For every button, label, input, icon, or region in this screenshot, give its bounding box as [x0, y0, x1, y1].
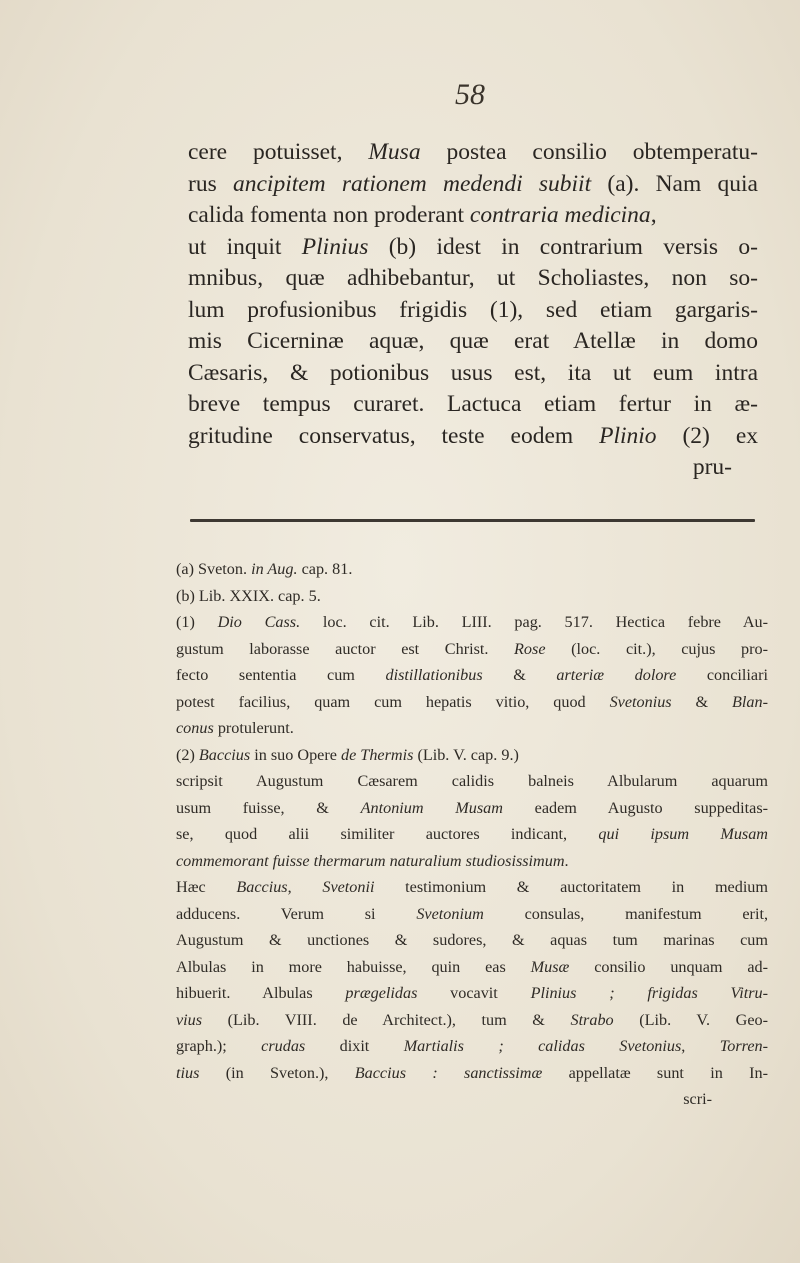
body-text: , [650, 202, 657, 228]
footnote-italic-text: commemorant fuisse thermarum naturalium studiosissimum [176, 851, 565, 870]
footnote-text: gustum laborasse auctor est Christ. [176, 639, 515, 658]
footnote-text: (Lib. V. Geo- [613, 1010, 768, 1029]
footnote-italic-text: Strabo [570, 1010, 614, 1029]
body-text: (a). Nam quia [591, 170, 758, 197]
main-catchword: pru- [692, 454, 732, 480]
footnote-text: potest facilius, quam cum hepatis vitio, quod [176, 692, 610, 711]
footnote-line [176, 954, 768, 981]
body-text: gritudine conservatus, teste eodem [188, 422, 600, 449]
footnote-text: fecto sententia cum [176, 666, 386, 684]
footnote-line [176, 742, 768, 769]
footnote-italic-text: Antonium Musam [360, 798, 503, 817]
body-italic-text: Musa [368, 139, 421, 165]
footnote-text: se, quod alii similiter auctores indicant, [176, 825, 599, 843]
body-text: rus [188, 170, 233, 197]
footnote-text: (2) [176, 745, 199, 764]
footnote-text: hibuerit. Albulas [176, 984, 346, 1002]
footnote-italic-text: arteriæ dolore [556, 666, 677, 684]
footnotes-block [176, 556, 768, 1113]
footnote-text: protulerunt. [213, 719, 294, 737]
footnote-line [176, 1060, 768, 1087]
footnote-line [176, 583, 768, 610]
footnote-text: usum fuisse, & [176, 798, 361, 817]
body-line [188, 421, 758, 453]
body-text: postea consilio obtemperatu- [420, 139, 758, 165]
footnote-text: Albulas in more habuisse, quin eas [176, 957, 531, 976]
main-text-block [188, 137, 758, 484]
body-italic-text: ancipitem rationem medendi subiit [232, 170, 592, 197]
footnote-line [176, 715, 768, 742]
footnote-line [176, 874, 768, 901]
footnote-italic-text: prægelidas [345, 984, 418, 1002]
body-italic-text: contraria medicina [469, 202, 651, 228]
footnote-line [176, 901, 768, 928]
footnote-italic-text: distillationibus [385, 666, 483, 684]
footnote-text: scripsit Augustum Cæsarem calidis balneis Albularum aquarum [176, 772, 768, 790]
footnote-line [176, 848, 768, 875]
footnote-text: (in Sveton.), [199, 1063, 355, 1082]
footnote-text: & [671, 692, 733, 711]
footnote-italic-text: in Aug. [251, 560, 298, 578]
footnote-line [176, 636, 768, 663]
footnote-text: consilio unquam ad- [569, 957, 768, 976]
page-number: 58 [455, 78, 485, 111]
footnote-italic-text: Dio Cass. [217, 613, 301, 631]
body-line [188, 232, 758, 264]
footnote-text: conciliari [676, 666, 768, 684]
footnote-italic-text: Baccius [198, 745, 251, 764]
footnote-italic-text: vius [176, 1010, 203, 1029]
footnote-italic-text: Svetonii [322, 878, 375, 896]
footnote-line [176, 689, 768, 716]
footnote-catchword: scri- [683, 1090, 712, 1108]
footnote-italic-text: de Thermis [340, 745, 414, 764]
footnote-line [176, 1033, 768, 1060]
footnote-italic-text: conus [176, 719, 214, 737]
body-line [188, 263, 758, 295]
footnote-line [176, 927, 768, 954]
footnote-italic-text: Martialis ; calidas Svetonius [403, 1037, 682, 1055]
body-text: mnibus, quæ adhibebantur, ut Scholiastes, non so- [188, 265, 758, 291]
separator-rule [190, 519, 755, 522]
footnote-line [176, 980, 768, 1007]
footnote-text: in suo Opere [250, 745, 341, 764]
footnote-line [176, 821, 768, 848]
footnote-italic-text: Baccius : sanctissimæ [354, 1063, 543, 1082]
footnote-italic-text: tius [176, 1063, 200, 1082]
body-text: lum profusionibus frigidis (1), sed etiam gargaris- [188, 296, 758, 323]
footnote-italic-text: Plinius ; frigidas Vitru- [530, 984, 768, 1002]
body-text: Cæsaris, & potionibus usus est, ita ut eum intra [188, 359, 758, 386]
body-line [188, 295, 758, 327]
footnote-text: (Lib. V. cap. 9.) [413, 745, 519, 764]
body-text: breve tempus curaret. Lactuca etiam fertur in æ- [188, 391, 758, 417]
footnote-line [176, 795, 768, 822]
footnote-text: , [681, 1037, 720, 1055]
footnote-text: adducens. Verum si [176, 904, 417, 923]
footnote-text: graph.); [176, 1037, 262, 1055]
body-text: (2) ex [656, 422, 758, 449]
footnote-text: vocavit [417, 984, 531, 1002]
footnote-italic-text: Blan- [732, 692, 768, 711]
footnote-italic-text: Svetonius [609, 692, 672, 711]
footnote-italic-text: qui ipsum Musam [598, 825, 768, 843]
footnote-text: consulas, manifestum erit, [483, 904, 768, 923]
footnote-line [176, 556, 768, 583]
footnote-text: Hæc [176, 878, 237, 896]
footnote-line [176, 662, 768, 689]
footnote-italic-text: Rose [514, 639, 546, 658]
footnote-italic-text: Musæ [530, 957, 570, 976]
footnote-text: (Lib. VIII. de Architect.), tum & [202, 1010, 571, 1029]
footnote-text: (loc. cit.), cujus pro- [545, 639, 769, 658]
body-text: calida fomenta non proderant [188, 202, 470, 228]
footnote-italic-text: Svetonium [416, 904, 484, 923]
footnote-line [176, 609, 768, 636]
footnote-line [176, 1007, 768, 1034]
footnote-text: testimonium & auctoritatem in medium [374, 878, 768, 896]
body-line [188, 389, 758, 421]
body-line [188, 326, 758, 358]
footnote-text: (1) [176, 613, 218, 631]
footnote-text: eadem Augusto suppeditas- [502, 798, 769, 817]
body-line [188, 200, 758, 232]
footnote-text: & [482, 666, 557, 684]
body-text: ut inquit [188, 233, 302, 260]
body-text: cere potuisset, [188, 139, 369, 165]
footnote-text: appellatæ sunt in In- [542, 1063, 769, 1082]
footnote-text: . [564, 851, 569, 870]
body-italic-text: Plinius [301, 233, 369, 260]
body-text: (b) idest in contrarium versis o- [368, 233, 758, 260]
footnote-text: cap. 81. [297, 560, 353, 578]
body-italic-text: Plinio [599, 422, 657, 449]
footnote-italic-text: Baccius [236, 878, 288, 896]
footnote-line [176, 768, 768, 795]
footnote-text: (a) Sveton. [176, 560, 252, 578]
body-line [188, 137, 758, 169]
footnote-text: loc. cit. Lib. LIII. pag. 517. Hectica febre Au- [300, 613, 768, 631]
footnote-text: dixit [305, 1037, 404, 1055]
footnote-italic-text: crudas [261, 1037, 306, 1055]
body-line [188, 358, 758, 390]
footnote-text: , [287, 878, 323, 896]
body-text: mis Cicerninæ aquæ, quæ erat Atellæ in domo [188, 328, 758, 354]
footnote-text: (b) Lib. XXIX. cap. 5. [176, 586, 321, 605]
footnote-italic-text: Torren- [719, 1037, 769, 1055]
footnote-text: Augustum & unctiones & sudores, & aquas tum marinas cum [176, 931, 768, 949]
body-line [188, 169, 758, 201]
